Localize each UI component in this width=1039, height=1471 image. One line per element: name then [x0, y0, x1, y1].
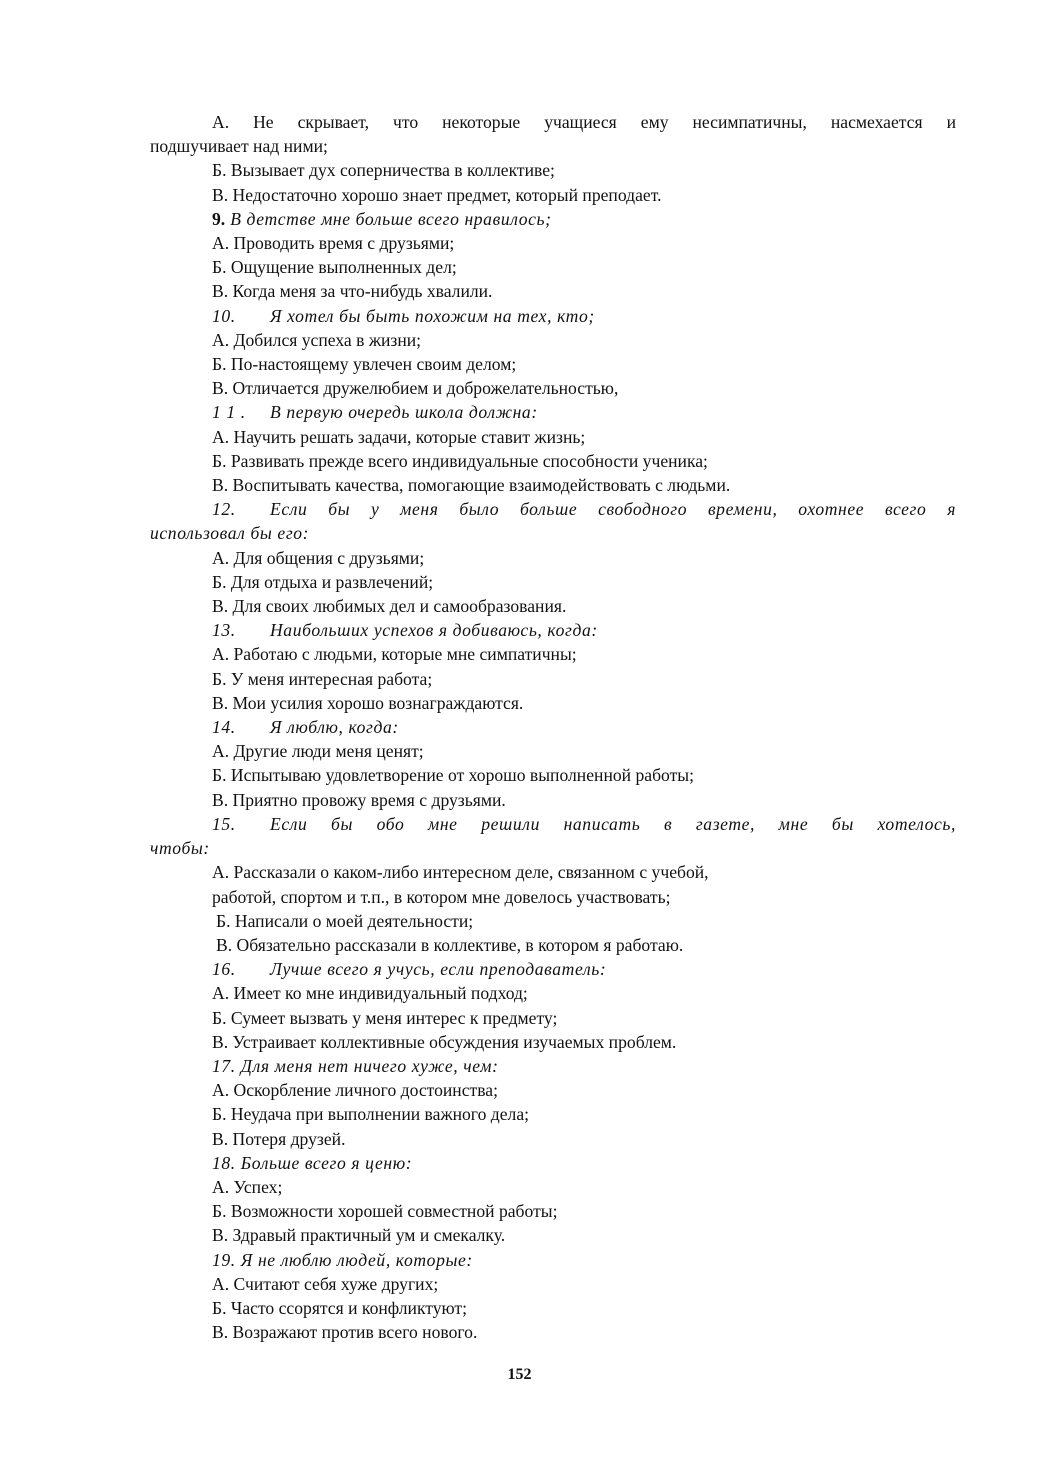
question-10-option-a: А. Добился успеха в жизни; — [212, 329, 422, 350]
question-15-number: 15. — [212, 813, 236, 834]
question-17-option-b: Б. Неудача при выполнении важного дела; — [212, 1104, 530, 1125]
question-11-option-a: А. Научить решать задачи, которые ставит жизнь; — [212, 426, 586, 447]
question-15-option-a-line2: работой, спортом и т.п., в котором мне довелось участвовать; — [212, 886, 671, 907]
question-15 — [150, 812, 956, 836]
question-10-text: Я хотел бы быть похожим на тех, кто; — [270, 305, 595, 326]
question-19-option-b: Б. Часто ссорятся и конфликтуют; — [212, 1297, 468, 1318]
question-16-number: 16. — [212, 959, 236, 980]
question-15-text-line1: Если бы обо мне решили написать в газете, мне бы хотелось, — [270, 813, 956, 834]
question-12-text-line1: Если бы у меня было больше свободного времени, охотнее всего я — [270, 499, 956, 520]
question-13 — [150, 618, 956, 642]
question-10 — [150, 304, 956, 328]
question-16-option-b: Б. Сумеет вызвать у меня интерес к предмету; — [212, 1007, 558, 1028]
question-17-option-v: В. Потеря друзей. — [212, 1128, 346, 1149]
question-13-option-a: А. Работаю с людьми, которые мне симпатичны; — [212, 644, 577, 665]
question-14-option-b: Б. Испытываю удовлетворение от хорошо выполненной работы; — [212, 765, 694, 786]
question-10-option-b: Б. По-настоящему увлечен своим делом; — [212, 354, 517, 375]
question-14 — [150, 715, 956, 739]
question-9 — [150, 207, 956, 231]
question-9-option-a: А. Проводить время с друзьями; — [212, 233, 455, 254]
question-18-option-b: Б. Возможности хорошей совместной работы; — [212, 1201, 558, 1222]
question-12-number: 12. — [212, 499, 236, 520]
question-19: 19. Я не люблю людей, которые: — [212, 1249, 473, 1270]
question-16-option-a: А. Имеет ко мне индивидуальный подход; — [212, 983, 528, 1004]
question-14-number: 14. — [212, 717, 236, 738]
intro-option-b: Б. Вызывает дух соперничества в коллективе; — [212, 160, 555, 181]
question-15-text-line2: чтобы: — [150, 838, 210, 859]
question-10-number: 10. — [212, 305, 236, 326]
question-18-option-v: В. Здравый практичный ум и смекалку. — [212, 1225, 506, 1246]
question-17-option-a: А. Оскорбление личного достоинства; — [212, 1080, 498, 1101]
question-16-text: Лучше всего я учусь, если преподаватель: — [270, 959, 607, 980]
question-18-option-a: А. Успех; — [212, 1176, 283, 1197]
question-13-text: Наибольших успехов я добиваюсь, когда: — [270, 620, 598, 641]
question-11-option-v: В. Воспитывать качества, помогающие взаимодействовать с людьми. — [212, 475, 731, 496]
question-15-option-v: В. Обязательно рассказали в коллективе, в котором я работаю. — [216, 934, 684, 955]
question-13-option-b: Б. У меня интересная работа; — [212, 668, 433, 689]
question-19-option-v: В. Возражают против всего нового. — [212, 1322, 478, 1343]
question-12-text-line2: использовал бы его: — [150, 523, 310, 544]
document-body — [150, 110, 956, 1344]
question-14-option-a: А. Другие люди меня ценят; — [212, 741, 424, 762]
question-14-option-v: В. Приятно провожу время с друзьями. — [212, 789, 506, 810]
question-12-option-a: А. Для общения с друзьями; — [212, 547, 425, 568]
question-15-option-b: Б. Написали о моей деятельности; — [216, 910, 474, 931]
question-12-option-v: В. Для своих любимых дел и самообразования. — [212, 596, 567, 617]
question-11 — [150, 400, 956, 424]
page-number: 152 — [507, 1366, 532, 1383]
question-17: 17. Для меня нет ничего хуже, чем: — [212, 1055, 499, 1076]
question-11-option-b: Б. Развивать прежде всего индивидуальные способности ученика; — [212, 450, 708, 471]
question-16-option-v: В. Устраивает коллективные обсуждения изучаемых проблем. — [212, 1031, 677, 1052]
question-15-option-a-line1: А. Рассказали о каком-либо интересном деле, связанном с учебой, — [212, 862, 709, 883]
question-9-option-b: Б. Ощущение выполненных дел; — [212, 257, 457, 278]
question-10-option-v: В. Отличается дружелюбием и доброжелательностью, — [212, 378, 619, 399]
question-12-option-b: Б. Для отдыха и развлечений; — [212, 571, 434, 592]
question-18: 18. Больше всего я ценю: — [212, 1152, 413, 1173]
question-9-number: 9. — [212, 208, 226, 229]
question-11-number: 1 1 . — [212, 402, 246, 423]
question-13-option-v: В. Мои усилия хорошо вознаграждаются. — [212, 692, 524, 713]
question-9-option-v: В. Когда меня за что-нибудь хвалили. — [212, 281, 493, 302]
question-19-option-a: А. Считают себя хуже других; — [212, 1273, 439, 1294]
question-11-text: В первую очередь школа должна: — [270, 402, 538, 423]
question-16 — [150, 957, 956, 981]
intro-option-v: В. Недостаточно хорошо знает предмет, который преподает. — [212, 184, 662, 205]
intro-option-a-line2: подшучивает над ними; — [150, 136, 328, 157]
question-9-text: В детстве мне больше всего нравилось; — [225, 208, 552, 229]
intro-option-a-line1: А. Не скрывает, что некоторые учащиеся ему несимпатичны, насмехается и — [212, 112, 956, 132]
question-13-number: 13. — [212, 620, 236, 641]
question-12 — [150, 497, 956, 521]
question-14-text: Я люблю, когда: — [270, 717, 399, 738]
